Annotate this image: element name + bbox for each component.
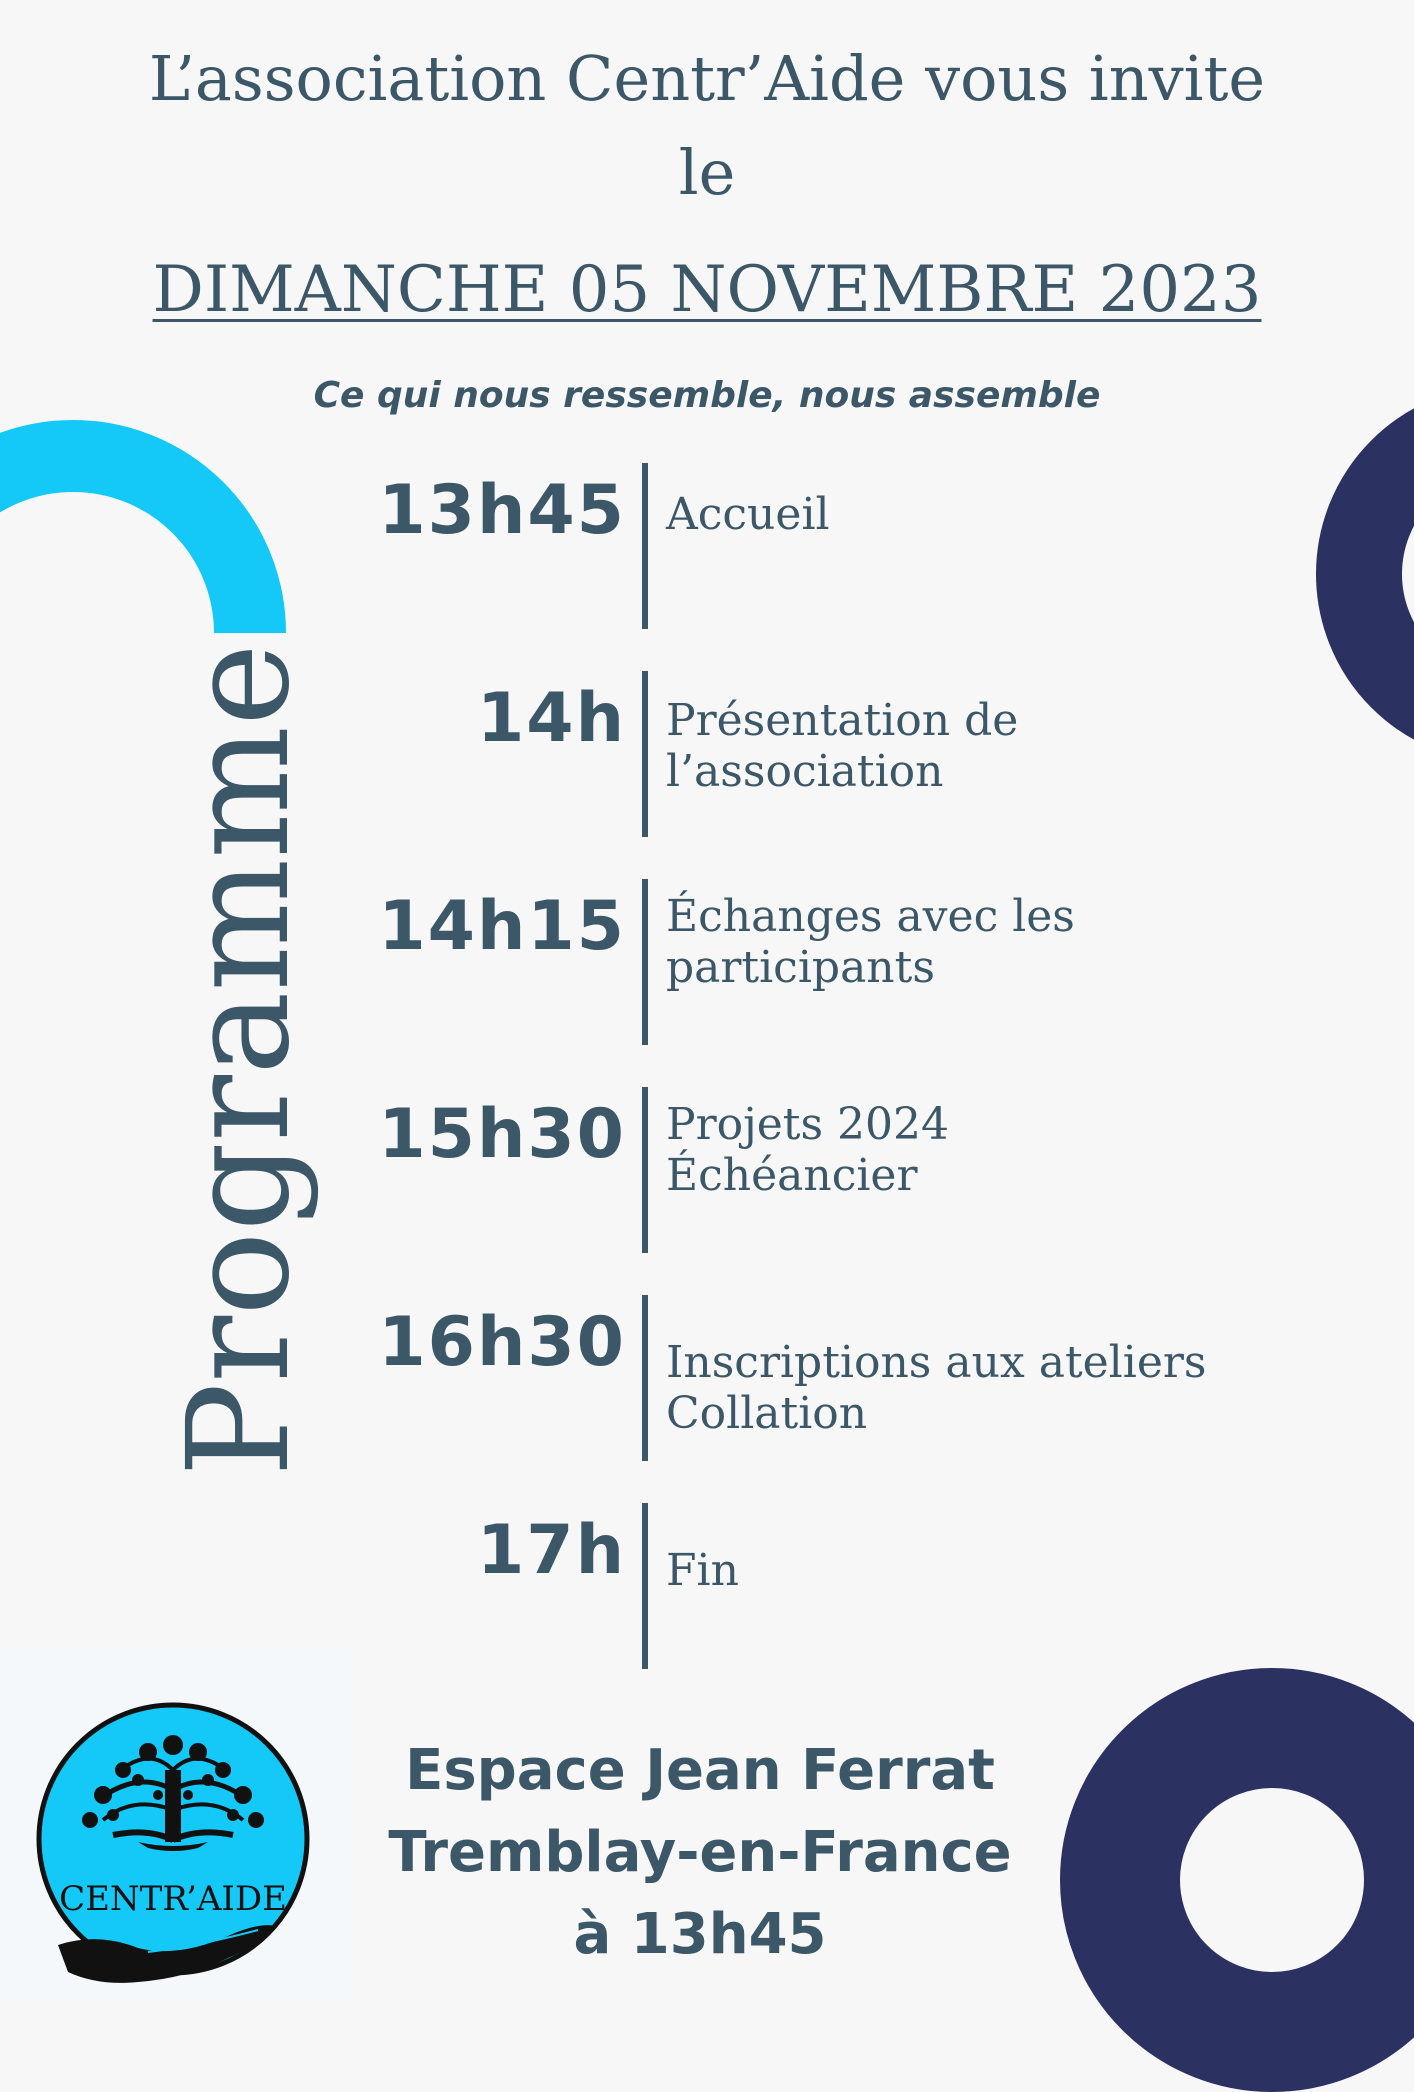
- schedule-divider: [642, 463, 648, 629]
- schedule-description: [666, 891, 1286, 993]
- venue-city: Tremblay-en-France: [388, 1820, 1012, 1885]
- schedule-divider: [642, 1295, 648, 1461]
- description-line: Échéancier: [666, 1150, 918, 1201]
- schedule-description: [666, 1099, 1286, 1201]
- navy-ring-decoration-top: [1316, 385, 1414, 763]
- description-line: participants: [666, 942, 935, 993]
- schedule-time: 14h: [476, 679, 626, 758]
- venue-name: Espace Jean Ferrat: [405, 1738, 995, 1803]
- schedule-time: 15h30: [378, 1095, 626, 1174]
- schedule-row: [300, 879, 1300, 1045]
- description-line: Présentation de: [666, 695, 1019, 746]
- description-line: Collation: [666, 1388, 868, 1439]
- schedule-description: [666, 695, 1286, 797]
- description-line: Fin: [666, 1545, 739, 1596]
- schedule-time: 16h30: [378, 1303, 626, 1382]
- logo-text: CENTR’AIDE: [59, 1879, 287, 1919]
- schedule-row: [300, 463, 1300, 629]
- schedule-divider: [642, 671, 648, 837]
- schedule-divider: [642, 1087, 648, 1253]
- schedule-description: [666, 1337, 1286, 1439]
- schedule-time: 13h45: [378, 471, 626, 550]
- event-date: DIMANCHE 05 NOVEMBRE 2023: [152, 253, 1262, 327]
- centraide-logo: [28, 1700, 318, 2000]
- schedule-row: [300, 671, 1300, 837]
- venue-info: [380, 1730, 1020, 1976]
- venue-time: à 13h45: [573, 1902, 827, 1967]
- programme-heading: Programme: [158, 643, 321, 1477]
- schedule-description: [666, 1545, 1286, 1596]
- schedule-row: [300, 1503, 1300, 1669]
- navy-ring-decoration-bottom: [1060, 1668, 1414, 2092]
- schedule-row: [300, 1087, 1300, 1253]
- description-line: Échanges avec les: [666, 891, 1075, 942]
- description-line: Inscriptions aux ateliers: [666, 1337, 1207, 1388]
- title-line-1: L’association Centr’Aide vous invite: [148, 42, 1266, 115]
- description-line: Projets 2024: [666, 1099, 950, 1150]
- tagline: Ce qui nous ressemble, nous assemble: [313, 375, 1101, 416]
- schedule-description: [666, 489, 1286, 540]
- title-line-2: le: [678, 136, 736, 209]
- invitation-title: [60, 32, 1354, 220]
- description-line: Accueil: [666, 489, 830, 540]
- description-line: l’association: [666, 746, 944, 797]
- schedule-time: 14h15: [378, 887, 626, 966]
- schedule-divider: [642, 1503, 648, 1669]
- schedule-row: [300, 1295, 1300, 1461]
- schedule-divider: [642, 879, 648, 1045]
- schedule-time: 17h: [476, 1511, 626, 1590]
